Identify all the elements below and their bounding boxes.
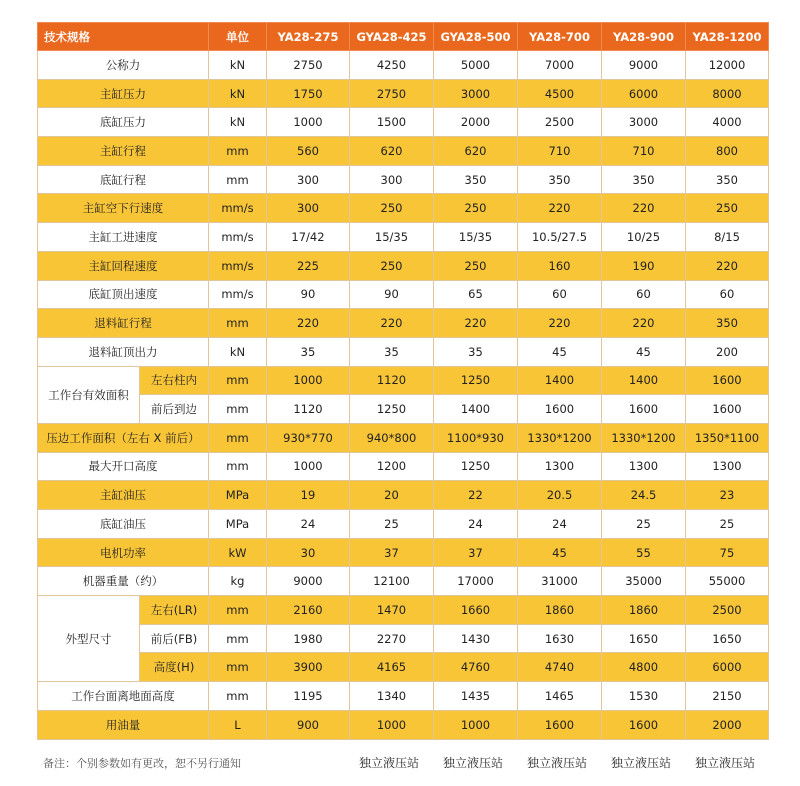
value-cell: 620 xyxy=(350,137,434,166)
value-cell: 1400 xyxy=(602,366,686,395)
value-cell: 1980 xyxy=(267,624,350,653)
table-row xyxy=(38,596,769,625)
value-cell: 1200 xyxy=(350,452,434,481)
spec-name-cell: 公称力 xyxy=(38,51,209,80)
value-cell: 200 xyxy=(686,337,769,366)
value-cell: 1860 xyxy=(518,596,602,625)
spec-name-cell: 压边工作面积（左右 X 前后） xyxy=(38,423,209,452)
value-cell: 1330*1200 xyxy=(602,423,686,452)
value-cell: 220 xyxy=(518,309,602,338)
group-name-cell: 工作台有效面积 xyxy=(38,366,140,423)
value-cell: 20 xyxy=(350,481,434,510)
sub-name-cell: 前后(FB) xyxy=(140,624,209,653)
value-cell: 4250 xyxy=(350,51,434,80)
value-cell: 10/25 xyxy=(602,223,686,252)
header-cell-unit: 单位 xyxy=(209,23,267,51)
value-cell: 4740 xyxy=(518,653,602,682)
value-cell: 300 xyxy=(350,165,434,194)
value-cell: 1000 xyxy=(267,366,350,395)
table-row xyxy=(38,510,769,539)
unit-cell: L xyxy=(209,710,267,739)
table-row xyxy=(38,567,769,596)
value-cell: 10.5/27.5 xyxy=(518,223,602,252)
spec-name-cell: 工作台面离地面高度 xyxy=(38,682,209,711)
value-cell: 1300 xyxy=(518,452,602,481)
table-row xyxy=(38,452,769,481)
table-row xyxy=(38,108,769,137)
value-cell: 1600 xyxy=(602,395,686,424)
value-cell: 6000 xyxy=(602,79,686,108)
unit-cell: mm xyxy=(209,653,267,682)
value-cell: 25 xyxy=(686,510,769,539)
value-cell: 4760 xyxy=(434,653,518,682)
spec-name-cell: 主缸压力 xyxy=(38,79,209,108)
value-cell: 1530 xyxy=(602,682,686,711)
value-cell: 220 xyxy=(434,309,518,338)
spec-name-cell: 主缸行程 xyxy=(38,137,209,166)
table-row xyxy=(38,137,769,166)
header-cell-model: YA28-275 xyxy=(267,23,350,51)
value-cell: 20.5 xyxy=(518,481,602,510)
value-cell: 350 xyxy=(434,165,518,194)
table-row xyxy=(38,481,769,510)
spec-name-cell: 退料缸顶出力 xyxy=(38,337,209,366)
value-cell: 350 xyxy=(602,165,686,194)
table-row xyxy=(38,280,769,309)
value-cell: 3000 xyxy=(434,79,518,108)
spec-name-cell: 底缸行程 xyxy=(38,165,209,194)
value-cell: 220 xyxy=(267,309,350,338)
value-cell: 90 xyxy=(350,280,434,309)
value-cell: 250 xyxy=(434,194,518,223)
unit-cell: mm/s xyxy=(209,280,267,309)
value-cell: 1250 xyxy=(350,395,434,424)
value-cell: 2270 xyxy=(350,624,434,653)
value-cell: 24 xyxy=(267,510,350,539)
spec-name-cell: 主缸油压 xyxy=(38,481,209,510)
unit-cell: mm xyxy=(209,137,267,166)
value-cell: 2000 xyxy=(686,710,769,739)
value-cell: 1500 xyxy=(350,108,434,137)
value-cell: 1350*1100 xyxy=(686,423,769,452)
table-row xyxy=(38,79,769,108)
unit-cell: mm/s xyxy=(209,223,267,252)
table-row xyxy=(38,251,769,280)
value-cell: 1860 xyxy=(602,596,686,625)
value-cell: 1330*1200 xyxy=(518,423,602,452)
value-cell: 1660 xyxy=(434,596,518,625)
value-cell: 560 xyxy=(267,137,350,166)
spec-name-cell: 底缸顶出速度 xyxy=(38,280,209,309)
table-row xyxy=(38,309,769,338)
table-row xyxy=(38,395,769,424)
value-cell: 1000 xyxy=(434,710,518,739)
footer xyxy=(37,752,768,774)
value-cell: 4165 xyxy=(350,653,434,682)
value-cell: 620 xyxy=(434,137,518,166)
header-cell-model: YA28-700 xyxy=(518,23,602,51)
value-cell: 8000 xyxy=(686,79,769,108)
value-cell: 300 xyxy=(267,165,350,194)
unit-cell: mm xyxy=(209,366,267,395)
table-row xyxy=(38,337,769,366)
spec-name-cell: 最大开口高度 xyxy=(38,452,209,481)
value-cell: 1400 xyxy=(434,395,518,424)
value-cell: 2750 xyxy=(350,79,434,108)
value-cell: 800 xyxy=(686,137,769,166)
value-cell: 1300 xyxy=(686,452,769,481)
value-cell: 1465 xyxy=(518,682,602,711)
value-cell: 1600 xyxy=(686,395,769,424)
value-cell: 1650 xyxy=(686,624,769,653)
value-cell: 900 xyxy=(267,710,350,739)
value-cell: 940*800 xyxy=(350,423,434,452)
value-cell: 3000 xyxy=(602,108,686,137)
value-cell: 9000 xyxy=(602,51,686,80)
value-cell: 22 xyxy=(434,481,518,510)
value-cell: 7000 xyxy=(518,51,602,80)
footer-extra: 独立液压站 xyxy=(526,756,587,770)
spec-name-cell: 电机功率 xyxy=(38,538,209,567)
sub-name-cell: 前后到边 xyxy=(140,395,209,424)
value-cell: 30 xyxy=(267,538,350,567)
table-row xyxy=(38,710,769,739)
value-cell: 250 xyxy=(434,251,518,280)
unit-cell: mm/s xyxy=(209,194,267,223)
value-cell: 1195 xyxy=(267,682,350,711)
value-cell: 220 xyxy=(602,194,686,223)
value-cell: 2160 xyxy=(267,596,350,625)
spec-name-cell: 用油量 xyxy=(38,710,209,739)
value-cell: 35 xyxy=(267,337,350,366)
value-cell: 160 xyxy=(518,251,602,280)
unit-cell: mm xyxy=(209,395,267,424)
table-row xyxy=(38,366,769,395)
spec-name-cell: 机器重量（约） xyxy=(38,567,209,596)
spec-name-cell: 退料缸行程 xyxy=(38,309,209,338)
spec-table-body xyxy=(38,51,769,740)
value-cell: 17/42 xyxy=(267,223,350,252)
value-cell: 220 xyxy=(602,309,686,338)
table-row xyxy=(38,682,769,711)
unit-cell: mm xyxy=(209,165,267,194)
value-cell: 350 xyxy=(686,165,769,194)
value-cell: 35 xyxy=(350,337,434,366)
value-cell: 19 xyxy=(267,481,350,510)
value-cell: 1630 xyxy=(518,624,602,653)
header-cell-model: GYA28-500 xyxy=(434,23,518,51)
value-cell: 710 xyxy=(602,137,686,166)
value-cell: 25 xyxy=(350,510,434,539)
value-cell: 225 xyxy=(267,251,350,280)
value-cell: 75 xyxy=(686,538,769,567)
value-cell: 24 xyxy=(434,510,518,539)
value-cell: 1600 xyxy=(518,710,602,739)
value-cell: 1000 xyxy=(267,108,350,137)
value-cell: 250 xyxy=(350,194,434,223)
footer-note: 备注：个别参数如有更改，恕不另行通知 xyxy=(43,757,241,770)
header-row xyxy=(38,23,769,51)
unit-cell: MPa xyxy=(209,510,267,539)
unit-cell: kW xyxy=(209,538,267,567)
value-cell: 250 xyxy=(686,194,769,223)
value-cell: 1340 xyxy=(350,682,434,711)
value-cell: 1470 xyxy=(350,596,434,625)
value-cell: 1000 xyxy=(350,710,434,739)
value-cell: 17000 xyxy=(434,567,518,596)
value-cell: 220 xyxy=(350,309,434,338)
value-cell: 1000 xyxy=(267,452,350,481)
spec-name-cell: 主缸工进速度 xyxy=(38,223,209,252)
value-cell: 220 xyxy=(686,251,769,280)
value-cell: 24 xyxy=(518,510,602,539)
value-cell: 45 xyxy=(602,337,686,366)
value-cell: 37 xyxy=(350,538,434,567)
table-row xyxy=(38,223,769,252)
table-row xyxy=(38,624,769,653)
spec-name-cell: 主缸空下行速度 xyxy=(38,194,209,223)
unit-cell: mm/s xyxy=(209,251,267,280)
value-cell: 1600 xyxy=(602,710,686,739)
value-cell: 1100*930 xyxy=(434,423,518,452)
unit-cell: mm xyxy=(209,596,267,625)
header-cell-model: GYA28-425 xyxy=(350,23,434,51)
value-cell: 15/35 xyxy=(434,223,518,252)
unit-cell: kN xyxy=(209,108,267,137)
table-row xyxy=(38,165,769,194)
value-cell: 45 xyxy=(518,538,602,567)
value-cell: 1120 xyxy=(267,395,350,424)
value-cell: 1600 xyxy=(686,366,769,395)
value-cell: 25 xyxy=(602,510,686,539)
value-cell: 35 xyxy=(434,337,518,366)
spec-name-cell: 主缸回程速度 xyxy=(38,251,209,280)
unit-cell: kN xyxy=(209,79,267,108)
value-cell: 60 xyxy=(686,280,769,309)
header-cell-spec: 技术规格 xyxy=(38,23,209,51)
value-cell: 55 xyxy=(602,538,686,567)
value-cell: 1600 xyxy=(518,395,602,424)
value-cell: 90 xyxy=(267,280,350,309)
spec-table xyxy=(37,22,769,740)
value-cell: 35000 xyxy=(602,567,686,596)
value-cell: 2500 xyxy=(518,108,602,137)
value-cell: 2750 xyxy=(267,51,350,80)
value-cell: 65 xyxy=(434,280,518,309)
footer-extra: 独立液压站 xyxy=(610,756,671,770)
value-cell: 1430 xyxy=(434,624,518,653)
table-row xyxy=(38,538,769,567)
header-cell-model: YA28-900 xyxy=(602,23,686,51)
footer-extra: 独立液压站 xyxy=(442,756,503,770)
table-row xyxy=(38,51,769,80)
value-cell: 1300 xyxy=(602,452,686,481)
value-cell: 1750 xyxy=(267,79,350,108)
value-cell: 4800 xyxy=(602,653,686,682)
value-cell: 24.5 xyxy=(602,481,686,510)
spec-name-cell: 底缸压力 xyxy=(38,108,209,137)
sub-name-cell: 左右柱内 xyxy=(140,366,209,395)
unit-cell: mm xyxy=(209,423,267,452)
value-cell: 710 xyxy=(518,137,602,166)
value-cell: 31000 xyxy=(518,567,602,596)
value-cell: 300 xyxy=(267,194,350,223)
value-cell: 55000 xyxy=(686,567,769,596)
value-cell: 1435 xyxy=(434,682,518,711)
value-cell: 37 xyxy=(434,538,518,567)
unit-cell: mm xyxy=(209,624,267,653)
value-cell: 15/35 xyxy=(350,223,434,252)
value-cell: 1250 xyxy=(434,452,518,481)
value-cell: 6000 xyxy=(686,653,769,682)
value-cell: 12100 xyxy=(350,567,434,596)
sub-name-cell: 左右(LR) xyxy=(140,596,209,625)
value-cell: 250 xyxy=(350,251,434,280)
value-cell: 60 xyxy=(602,280,686,309)
value-cell: 930*770 xyxy=(267,423,350,452)
value-cell: 1650 xyxy=(602,624,686,653)
value-cell: 12000 xyxy=(686,51,769,80)
sub-name-cell: 高度(H) xyxy=(140,653,209,682)
value-cell: 2150 xyxy=(686,682,769,711)
value-cell: 2000 xyxy=(434,108,518,137)
value-cell: 9000 xyxy=(267,567,350,596)
value-cell: 350 xyxy=(518,165,602,194)
value-cell: 60 xyxy=(518,280,602,309)
table-row xyxy=(38,653,769,682)
unit-cell: mm xyxy=(209,452,267,481)
unit-cell: mm xyxy=(209,309,267,338)
unit-cell: kN xyxy=(209,51,267,80)
table-row xyxy=(38,423,769,452)
value-cell: 1120 xyxy=(350,366,434,395)
value-cell: 5000 xyxy=(434,51,518,80)
table-row xyxy=(38,194,769,223)
spec-name-cell: 底缸油压 xyxy=(38,510,209,539)
value-cell: 45 xyxy=(518,337,602,366)
value-cell: 350 xyxy=(686,309,769,338)
spec-table-container xyxy=(37,22,768,740)
group-name-cell: 外型尺寸 xyxy=(38,596,140,682)
unit-cell: kg xyxy=(209,567,267,596)
value-cell: 1400 xyxy=(518,366,602,395)
value-cell: 23 xyxy=(686,481,769,510)
footer-extra: 独立液压站 xyxy=(358,756,419,770)
value-cell: 190 xyxy=(602,251,686,280)
footer-extra: 独立液压站 xyxy=(694,756,755,770)
value-cell: 220 xyxy=(518,194,602,223)
value-cell: 1250 xyxy=(434,366,518,395)
unit-cell: kN xyxy=(209,337,267,366)
value-cell: 3900 xyxy=(267,653,350,682)
value-cell: 2500 xyxy=(686,596,769,625)
value-cell: 4500 xyxy=(518,79,602,108)
header-cell-model: YA28-1200 xyxy=(686,23,769,51)
unit-cell: mm xyxy=(209,682,267,711)
unit-cell: MPa xyxy=(209,481,267,510)
value-cell: 4000 xyxy=(686,108,769,137)
value-cell: 8/15 xyxy=(686,223,769,252)
